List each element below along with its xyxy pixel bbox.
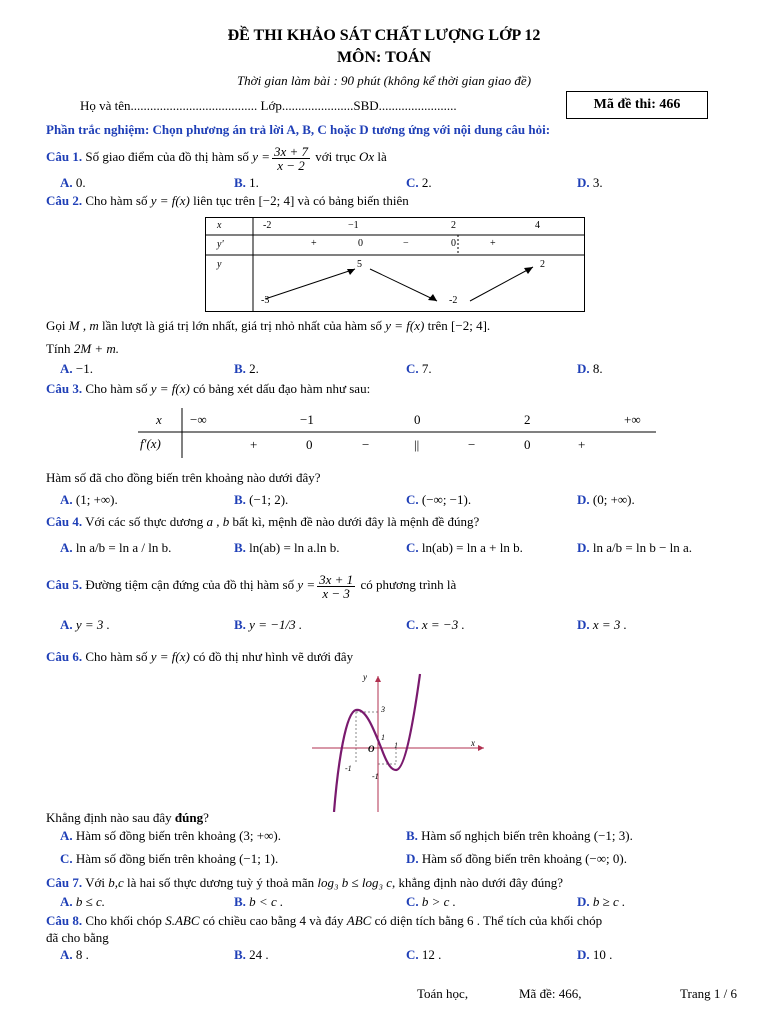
table-cell: 0 — [306, 437, 313, 452]
question-text: Cho hàm số — [85, 649, 148, 664]
footer-code: Mã đề: 466, — [519, 986, 582, 1001]
option-letter: B. — [234, 175, 246, 190]
option-letter: C. — [406, 947, 419, 962]
question-label: Câu 7. — [46, 875, 83, 890]
table-header-x: x — [156, 412, 162, 427]
question-text: có chiều cao bằng — [202, 913, 297, 928]
subject-title: MÔN: TOÁN — [336, 49, 432, 66]
option-letter: B. — [234, 617, 246, 632]
question-text: Cho hàm số — [85, 381, 148, 396]
option-text: ln a/b = ln b − ln a. — [592, 540, 693, 555]
option-text: y = −1/3 . — [249, 617, 303, 632]
table-header-yprime: y' — [217, 239, 224, 250]
table-cell: 2 — [451, 220, 456, 231]
fraction — [272, 145, 310, 172]
table-header-fprime: f′(x) — [140, 436, 161, 451]
option-text: 3. — [592, 175, 603, 190]
question-3 — [46, 381, 370, 397]
option-letter: A. — [60, 175, 73, 190]
option-text: 0. — [75, 175, 86, 190]
question-2 — [46, 193, 409, 209]
option-text: −1. — [75, 361, 93, 376]
option-text: Hàm số đồng biến trên khoảng — [75, 828, 236, 843]
question-text: có phương trình là — [360, 577, 457, 592]
option-letter: D. — [577, 617, 590, 632]
fraction — [317, 573, 355, 600]
option-text: 7. — [421, 361, 432, 376]
q8-option-b[interactable] — [234, 947, 269, 963]
option-text: (−∞; −1). — [421, 492, 472, 507]
table-cell: 0 — [524, 437, 531, 452]
option-letter: C. — [60, 851, 73, 866]
q2-option-b[interactable] — [234, 361, 259, 377]
question-text: Với các số thực dương — [85, 514, 204, 529]
table-cell: −∞ — [190, 412, 207, 427]
question-label: Câu 2. — [46, 193, 83, 208]
question-text: Gọi — [46, 318, 66, 333]
table-cell: − — [362, 437, 370, 452]
math-vars: b,c — [108, 875, 124, 890]
option-letter: B. — [234, 492, 246, 507]
q5-option-b[interactable] — [234, 617, 302, 633]
x-axis-label: x — [471, 738, 475, 748]
option-letter: C. — [406, 540, 419, 555]
function-graph — [308, 672, 488, 812]
table-cell: 0 — [358, 238, 363, 249]
q7-option-d[interactable] — [577, 894, 625, 910]
tick-label: -1 — [345, 764, 352, 773]
question-label: Câu 8. — [46, 913, 83, 928]
denominator: x − 2 — [277, 157, 305, 173]
question-text: liên tục trên — [193, 193, 256, 208]
table-cell: + — [578, 437, 586, 452]
table-cell: -2 — [449, 295, 458, 306]
table-cell: −1 — [300, 412, 314, 427]
question-text: là hai số thực dương tuỳ ý thoả mãn — [127, 875, 315, 890]
option-text: 1. — [249, 175, 259, 190]
q2-option-c[interactable] — [406, 361, 432, 377]
option-text: b ≥ c . — [592, 894, 626, 909]
tick-label: -1 — [372, 772, 379, 781]
q4-option-b[interactable] — [234, 540, 340, 556]
table-cell: 4 — [535, 220, 540, 231]
q5-option-d[interactable] — [577, 617, 627, 633]
option-letter: D. — [577, 361, 590, 376]
option-letter: A. — [60, 894, 73, 909]
question-text: , khẳng định nào dưới đây đúng? — [392, 875, 563, 890]
option-letter: D. — [577, 492, 590, 507]
option-letter: C. — [406, 175, 419, 190]
q6-option-d[interactable] — [406, 851, 627, 867]
numerator: 3x + 7 — [273, 143, 309, 159]
option-text: b ≤ c. — [75, 894, 106, 909]
question-text: Tính — [46, 341, 71, 356]
question-4 — [46, 514, 479, 530]
option-text: 10 . — [592, 947, 613, 962]
tick-label: 3 — [381, 705, 385, 714]
q8-option-d[interactable] — [577, 947, 612, 963]
question-text: Số giao điểm của đồ thị hàm số — [85, 149, 249, 164]
table-cell: +∞ — [624, 412, 641, 427]
q1-option-b[interactable] — [234, 175, 259, 191]
table-header-x: x — [217, 220, 222, 231]
q7-option-c[interactable] — [406, 894, 456, 910]
table-cell: + — [311, 238, 317, 249]
option-letter: B. — [234, 361, 246, 376]
option-interval: (−1; 3). — [593, 828, 633, 843]
question-text: là — [377, 149, 387, 164]
option-letter: D. — [577, 947, 590, 962]
table-cell: −1 — [348, 220, 359, 231]
option-text: 12 . — [421, 947, 442, 962]
question-text: và có bảng biến thiên — [297, 193, 409, 208]
math-vars: a , b — [206, 514, 230, 529]
option-letter: D. — [406, 851, 419, 866]
question-text: có đồ thị như hình vẽ dưới đây — [193, 649, 354, 664]
math-vars: M , m — [68, 318, 99, 333]
option-text: ln(ab) = ln a.ln b. — [249, 540, 340, 555]
option-text: (0; +∞). — [592, 492, 635, 507]
math-base: ABC — [346, 913, 372, 928]
q8-line-2: đã cho bằng — [46, 930, 109, 945]
table-cell: − — [403, 238, 409, 249]
student-info-line: Họ và tên....................................... Lớp......................SBD........................ — [80, 98, 457, 113]
option-letter: D. — [577, 894, 590, 909]
question-emphasis: đúng — [174, 810, 204, 825]
question-7 — [46, 875, 563, 891]
q1-option-c[interactable] — [406, 175, 432, 191]
option-text: y = 3 . — [75, 617, 110, 632]
exam-title: ĐỀ THI KHẢO SÁT CHẤT LƯỢNG LỚP 12 — [227, 27, 541, 44]
option-letter: A. — [60, 828, 73, 843]
numerator: 3x + 1 — [319, 571, 354, 587]
section-heading: Phần trắc nghiệm: Chọn phương án trả lời A, B, C hoặc D tương ứng với nội dung câu hỏi: — [46, 122, 551, 137]
option-interval: (−1; 1). — [239, 851, 279, 866]
q5-option-c[interactable] — [406, 617, 465, 633]
q3-option-a[interactable] — [60, 492, 118, 508]
function-graph-svg — [308, 672, 488, 812]
q8-option-c[interactable] — [406, 947, 441, 963]
option-letter: B. — [234, 540, 246, 555]
option-text: 8. — [592, 361, 603, 376]
option-letter: B. — [406, 828, 418, 843]
origin-label: O — [368, 744, 375, 754]
option-interval: (−∞; 0). — [585, 851, 627, 866]
option-text: Hàm số nghịch biến trên khoảng — [421, 828, 591, 843]
question-text: . Thể tích của khối chóp — [476, 913, 603, 928]
time-note: Thời gian làm bài : 90 phút (không kể thời gian giao đề) — [236, 73, 532, 88]
math-interval: [−2; 4]. — [451, 318, 491, 333]
math-fn: y = f(x) — [150, 193, 190, 208]
table-cell: || — [414, 437, 420, 452]
exam-code-box: Mã đề thi: 466 — [566, 91, 708, 119]
math-value: 6 — [467, 913, 474, 928]
question-text: lần lượt là giá trị lớn nhất, giá trị nhỏ nhất của hàm số — [101, 318, 382, 333]
q1-option-d[interactable] — [577, 175, 603, 191]
option-text: x = −3 . — [421, 617, 465, 632]
math-fn: y = f(x) — [150, 649, 190, 664]
math-condition: log₃ b ≤ log₃ c — [317, 875, 393, 890]
q3-option-c[interactable] — [406, 492, 471, 508]
question-label: Câu 5. — [46, 577, 83, 592]
option-letter: C. — [406, 894, 419, 909]
option-text: 24 . — [249, 947, 269, 962]
math-expr: 2M + m. — [73, 341, 120, 356]
question-1 — [46, 142, 387, 172]
q6-option-a[interactable] — [60, 828, 281, 844]
q2-line-2 — [46, 341, 119, 357]
option-letter: A. — [60, 540, 73, 555]
q3-option-b[interactable] — [234, 492, 288, 508]
question-text: trên — [427, 318, 448, 333]
q6-question: Khẳng định nào sau đây đúng? — [46, 810, 209, 825]
q1-option-a[interactable] — [60, 175, 86, 191]
table-cell: 0 — [414, 412, 421, 427]
question-6 — [46, 649, 353, 665]
math-y: y = — [252, 149, 270, 164]
option-letter: A. — [60, 947, 73, 962]
question-8 — [46, 913, 602, 929]
question-text: Cho hàm số — [85, 193, 148, 208]
question-text: với trục — [315, 149, 356, 164]
q6-option-c[interactable] — [60, 851, 278, 867]
table-cell: + — [490, 238, 496, 249]
option-letter: C. — [406, 617, 419, 632]
question-label: Câu 1. — [46, 149, 83, 164]
question-5 — [46, 570, 456, 600]
option-text: b < c . — [249, 894, 284, 909]
footer-page: Trang 1 / 6 — [680, 986, 737, 1001]
question-label: Câu 3. — [46, 381, 83, 396]
option-text: x = 3 . — [592, 617, 627, 632]
table-cell: 2 — [540, 259, 545, 270]
q7-option-b[interactable] — [234, 894, 283, 910]
option-letter: A. — [60, 617, 73, 632]
question-label: Câu 4. — [46, 514, 83, 529]
question-text: có diện tích bằng — [374, 913, 464, 928]
q5-option-a[interactable] — [60, 617, 110, 633]
table-cell: -3 — [261, 295, 270, 306]
table-cell: + — [250, 437, 258, 452]
math-interval: [−2; 4] — [258, 193, 295, 208]
q2-line-1 — [46, 318, 490, 334]
option-text: ln a/b = ln a / ln b. — [75, 540, 172, 555]
q3-question: Hàm số đã cho đồng biến trên khoảng nào dưới đây? — [46, 470, 321, 485]
question-text: Đường tiệm cận đứng của đồ thị hàm số — [85, 577, 295, 592]
question-text: Khẳng định nào sau đây — [46, 810, 172, 825]
tick-label: 1 — [381, 733, 385, 742]
option-text: (−1; 2). — [249, 492, 289, 507]
option-text: Hàm số đồng biến trên khoảng — [421, 851, 582, 866]
option-text: ln(ab) = ln a + ln b. — [421, 540, 523, 555]
math-solid: S.ABC — [165, 913, 200, 928]
option-interval: (3; +∞). — [239, 828, 281, 843]
question-text: Với — [85, 875, 106, 890]
denominator: x − 3 — [322, 585, 350, 601]
tick-label: 1 — [394, 741, 398, 750]
option-letter: C. — [406, 492, 419, 507]
math-y: y = — [297, 577, 316, 592]
q3-option-d[interactable] — [577, 492, 635, 508]
option-letter: A. — [60, 492, 73, 507]
table-cell: 5 — [357, 259, 362, 270]
question-text: và đáy — [309, 913, 344, 928]
option-text: (1; +∞). — [75, 492, 118, 507]
q4-option-a[interactable] — [60, 540, 171, 556]
question-label: Câu 6. — [46, 649, 83, 664]
math-value: 4 — [299, 913, 306, 928]
math-axis: Ox — [358, 149, 375, 164]
y-axis-label: y — [363, 672, 367, 682]
question-text: bất kì, mệnh đề nào dưới đây là mệnh đề đúng? — [232, 514, 480, 529]
option-text: Hàm số đồng biến trên khoảng — [75, 851, 236, 866]
option-text: 8 . — [75, 947, 89, 962]
table-header-y: y — [217, 259, 222, 270]
option-text: 2. — [421, 175, 432, 190]
option-letter: B. — [234, 947, 246, 962]
math-fn: y = f(x) — [385, 318, 425, 333]
option-letter: B. — [234, 894, 246, 909]
q8-option-a[interactable] — [60, 947, 89, 963]
variation-table — [205, 217, 585, 312]
q6-option-b[interactable] — [406, 828, 633, 844]
question-text: có bảng xét dấu đạo hàm như sau: — [193, 381, 371, 396]
question-text: Cho khối chóp — [85, 913, 162, 928]
footer-subject: Toán học, — [417, 986, 469, 1001]
sign-table — [138, 408, 656, 458]
q2-option-a[interactable] — [60, 361, 93, 377]
option-letter: A. — [60, 361, 73, 376]
math-fn: y = f(x) — [150, 381, 190, 396]
option-text: b > c . — [421, 894, 456, 909]
option-letter: D. — [577, 175, 590, 190]
table-cell: − — [468, 437, 476, 452]
q4-option-c[interactable] — [406, 540, 523, 556]
table-cell: 2 — [524, 412, 531, 427]
option-letter: C. — [406, 361, 419, 376]
q4-option-d[interactable] — [577, 540, 692, 556]
option-text: 2. — [249, 361, 259, 376]
q7-option-a[interactable] — [60, 894, 105, 910]
option-letter: D. — [577, 540, 590, 555]
q2-option-d[interactable] — [577, 361, 603, 377]
table-cell: 0 — [451, 238, 456, 249]
table-cell: -2 — [263, 220, 272, 231]
